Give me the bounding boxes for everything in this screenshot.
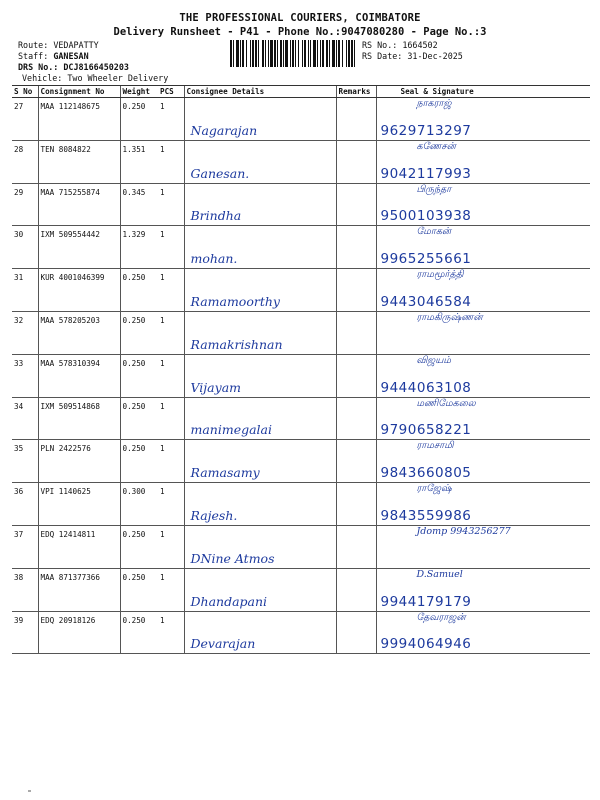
delivery-table <box>12 85 590 654</box>
drs-label: DRS No.: <box>18 62 59 72</box>
table-row <box>12 440 590 483</box>
cell-signature <box>376 311 590 354</box>
signature-handwritten: ராமசாமி <box>416 440 454 452</box>
vehicle-line <box>22 73 168 84</box>
cell-consignee <box>184 440 336 483</box>
cell-consignment: MAA 578205203 <box>38 311 120 354</box>
cell-sno: 31 <box>12 269 38 312</box>
table-row <box>12 483 590 526</box>
cell-consignee <box>184 269 336 312</box>
signature-handwritten: பிருந்தா <box>416 183 452 195</box>
cell-consignee <box>184 568 336 611</box>
cell-signature <box>376 568 590 611</box>
cell-weight: 0.250 <box>120 440 158 483</box>
cell-weight: 0.250 <box>120 525 158 568</box>
signature-handwritten: தேவராஜன் <box>416 611 466 623</box>
staff-line <box>18 51 89 62</box>
cell-remarks <box>336 568 376 611</box>
signature-handwritten: ராஜேஷ் <box>416 483 452 495</box>
cell-sno: 30 <box>12 226 38 269</box>
cell-pcs: 1 <box>158 98 184 141</box>
cell-signature <box>376 440 590 483</box>
cell-consignment: IXM 509514868 <box>38 397 120 440</box>
vehicle-label: Vehicle: <box>22 73 63 83</box>
route-line <box>18 40 99 51</box>
staff-label: Staff: <box>18 51 49 61</box>
cell-consignee <box>184 397 336 440</box>
cell-weight: 0.300 <box>120 483 158 526</box>
cell-pcs: 1 <box>158 183 184 226</box>
cell-remarks <box>336 483 376 526</box>
runsheet-subtitle: Delivery Runsheet - P41 - Phone No.:9047080280 - Page No.:3 <box>113 26 487 38</box>
cell-pcs: 1 <box>158 611 184 654</box>
cell-consignment: MAA 112148675 <box>38 98 120 141</box>
consignee-handwritten: manimegalai <box>190 422 273 438</box>
cell-weight: 0.345 <box>120 183 158 226</box>
cell-remarks <box>336 397 376 440</box>
cell-weight: 0.250 <box>120 269 158 312</box>
table-row <box>12 354 590 397</box>
cell-sno: 39 <box>12 611 38 654</box>
cell-signature <box>376 397 590 440</box>
cell-remarks <box>336 140 376 183</box>
col-consignment: Consignment No <box>38 86 120 98</box>
phone-handwritten: 9843559986 <box>380 507 472 524</box>
company-title: THE PROFESSIONAL COURIERS, COIMBATORE <box>179 12 421 24</box>
cell-signature <box>376 226 590 269</box>
cell-remarks <box>336 311 376 354</box>
consignee-handwritten: mohan. <box>190 251 238 267</box>
cell-pcs: 1 <box>158 525 184 568</box>
cell-pcs: 1 <box>158 397 184 440</box>
phone-handwritten: 9629713297 <box>380 122 472 139</box>
cell-consignment: EDQ 12414811 <box>38 525 120 568</box>
table-header <box>12 86 590 98</box>
cell-consignee <box>184 611 336 654</box>
consignee-handwritten: Devarajan <box>190 636 256 652</box>
cell-signature <box>376 483 590 526</box>
route-label: Route: <box>18 40 49 50</box>
table-row <box>12 269 590 312</box>
cell-sno: 27 <box>12 98 38 141</box>
drs-line <box>18 62 129 73</box>
table-row <box>12 226 590 269</box>
rs-date-value: 31-Dec-2025 <box>407 51 463 61</box>
cell-consignee <box>184 183 336 226</box>
cell-pcs: 1 <box>158 483 184 526</box>
cell-consignment: TEN 8084822 <box>38 140 120 183</box>
cell-sno: 36 <box>12 483 38 526</box>
rs-date-line <box>362 51 463 62</box>
cell-pcs: 1 <box>158 269 184 312</box>
signature-handwritten: நாகராஜ் <box>416 98 452 109</box>
top-cut-strip <box>200 0 420 4</box>
signature-handwritten: மணிமேகலை <box>416 397 476 409</box>
cell-weight: 0.250 <box>120 611 158 654</box>
consignee-handwritten: Brindha <box>190 208 242 224</box>
cell-weight: 1.351 <box>120 140 158 183</box>
barcode-image <box>230 40 358 67</box>
consignee-handwritten: Ramakrishnan <box>190 336 283 352</box>
scan-dot <box>28 790 31 792</box>
cell-consignee <box>184 140 336 183</box>
cell-remarks <box>336 611 376 654</box>
signature-handwritten: D.Samuel <box>416 568 463 580</box>
phone-handwritten: 9965255661 <box>380 251 472 268</box>
cell-remarks <box>336 354 376 397</box>
cell-weight: 0.250 <box>120 98 158 141</box>
rs-no-label: RS No.: <box>362 40 398 50</box>
cell-sno: 35 <box>12 440 38 483</box>
signature-handwritten: விஜயம் <box>416 354 452 366</box>
cell-pcs: 1 <box>158 354 184 397</box>
cell-consignee <box>184 98 336 141</box>
cell-consignment: MAA 715255874 <box>38 183 120 226</box>
cell-signature <box>376 140 590 183</box>
consignee-handwritten: DNine Atmos <box>190 550 275 566</box>
cell-sno: 29 <box>12 183 38 226</box>
cell-consignment: MAA 871377366 <box>38 568 120 611</box>
cell-remarks <box>336 183 376 226</box>
cell-signature <box>376 611 590 654</box>
table-row <box>12 568 590 611</box>
phone-handwritten: 9444063108 <box>380 379 472 396</box>
cell-consignment: KUR 4001046399 <box>38 269 120 312</box>
consignee-handwritten: Ganesan. <box>190 165 250 181</box>
cell-remarks <box>336 525 376 568</box>
cell-consignment: IXM 509554442 <box>38 226 120 269</box>
table-row <box>12 611 590 654</box>
rs-no-line <box>362 40 438 51</box>
col-sno: S No <box>12 86 38 98</box>
cell-pcs: 1 <box>158 440 184 483</box>
consignee-handwritten: Ramamoorthy <box>190 293 280 309</box>
col-weight: Weight <box>120 86 158 98</box>
cell-remarks <box>336 226 376 269</box>
signature-handwritten: கணேசன் <box>416 140 456 152</box>
consignee-handwritten: Rajesh. <box>190 507 238 523</box>
phone-handwritten: 9042117993 <box>380 165 472 182</box>
cell-consignee <box>184 525 336 568</box>
vehicle-value: Two Wheeler Delivery <box>67 73 169 83</box>
cell-consignee <box>184 311 336 354</box>
signature-handwritten: Jdomp 9943256277 <box>416 525 511 537</box>
col-signature: Seal & Signature <box>376 86 590 98</box>
cell-weight: 0.250 <box>120 311 158 354</box>
cell-sno: 37 <box>12 525 38 568</box>
table-row <box>12 98 590 141</box>
staff-value: GANESAN <box>53 51 89 61</box>
cell-signature <box>376 269 590 312</box>
cell-weight: 1.329 <box>120 226 158 269</box>
cell-sno: 32 <box>12 311 38 354</box>
cell-weight: 0.250 <box>120 354 158 397</box>
cell-consignment: PLN 2422576 <box>38 440 120 483</box>
consignee-handwritten: Ramasamy <box>190 465 260 481</box>
cell-remarks <box>336 269 376 312</box>
cell-signature <box>376 354 590 397</box>
cell-remarks <box>336 98 376 141</box>
cell-pcs: 1 <box>158 140 184 183</box>
cell-consignment: EDQ 20918126 <box>38 611 120 654</box>
table-row <box>12 397 590 440</box>
phone-handwritten: 9443046584 <box>380 293 472 310</box>
signature-handwritten: மோகன் <box>416 226 452 238</box>
cell-signature <box>376 525 590 568</box>
consignee-handwritten: Dhandapani <box>190 593 268 609</box>
phone-handwritten: 9843660805 <box>380 465 472 482</box>
rs-date-label: RS Date: <box>362 51 403 61</box>
cell-pcs: 1 <box>158 311 184 354</box>
cell-consignment: MAA 578310394 <box>38 354 120 397</box>
cell-sno: 33 <box>12 354 38 397</box>
phone-handwritten: 9790658221 <box>380 422 472 439</box>
drs-value: DCJ8166450203 <box>63 62 129 72</box>
table-row <box>12 183 590 226</box>
cell-signature <box>376 98 590 141</box>
cell-weight: 0.250 <box>120 568 158 611</box>
cell-sno: 28 <box>12 140 38 183</box>
table-row <box>12 140 590 183</box>
cell-signature <box>376 183 590 226</box>
cell-remarks <box>336 440 376 483</box>
cell-sno: 38 <box>12 568 38 611</box>
consignee-handwritten: Nagarajan <box>190 122 258 138</box>
rs-no-value: 1664502 <box>402 40 438 50</box>
phone-handwritten: 9944179179 <box>380 593 472 610</box>
col-remarks: Remarks <box>336 86 376 98</box>
phone-handwritten: 9500103938 <box>380 208 472 225</box>
col-pcs: PCS <box>158 86 184 98</box>
cell-consignment: VPI 1140625 <box>38 483 120 526</box>
col-consignee: Consignee Details <box>184 86 336 98</box>
table-row <box>12 311 590 354</box>
cell-consignee <box>184 226 336 269</box>
signature-handwritten: ராமமூர்த்தி <box>416 269 464 281</box>
phone-handwritten: 9994064946 <box>380 636 472 653</box>
consignee-handwritten: Vijayam <box>190 379 242 395</box>
route-value: VEDAPATTY <box>53 40 99 50</box>
table-body <box>12 98 590 654</box>
cell-pcs: 1 <box>158 226 184 269</box>
table-row <box>12 525 590 568</box>
cell-weight: 0.250 <box>120 397 158 440</box>
cell-pcs: 1 <box>158 568 184 611</box>
signature-handwritten: ராமகிருஷ்ணன் <box>416 311 483 323</box>
cell-consignee <box>184 483 336 526</box>
cell-consignee <box>184 354 336 397</box>
cell-sno: 34 <box>12 397 38 440</box>
